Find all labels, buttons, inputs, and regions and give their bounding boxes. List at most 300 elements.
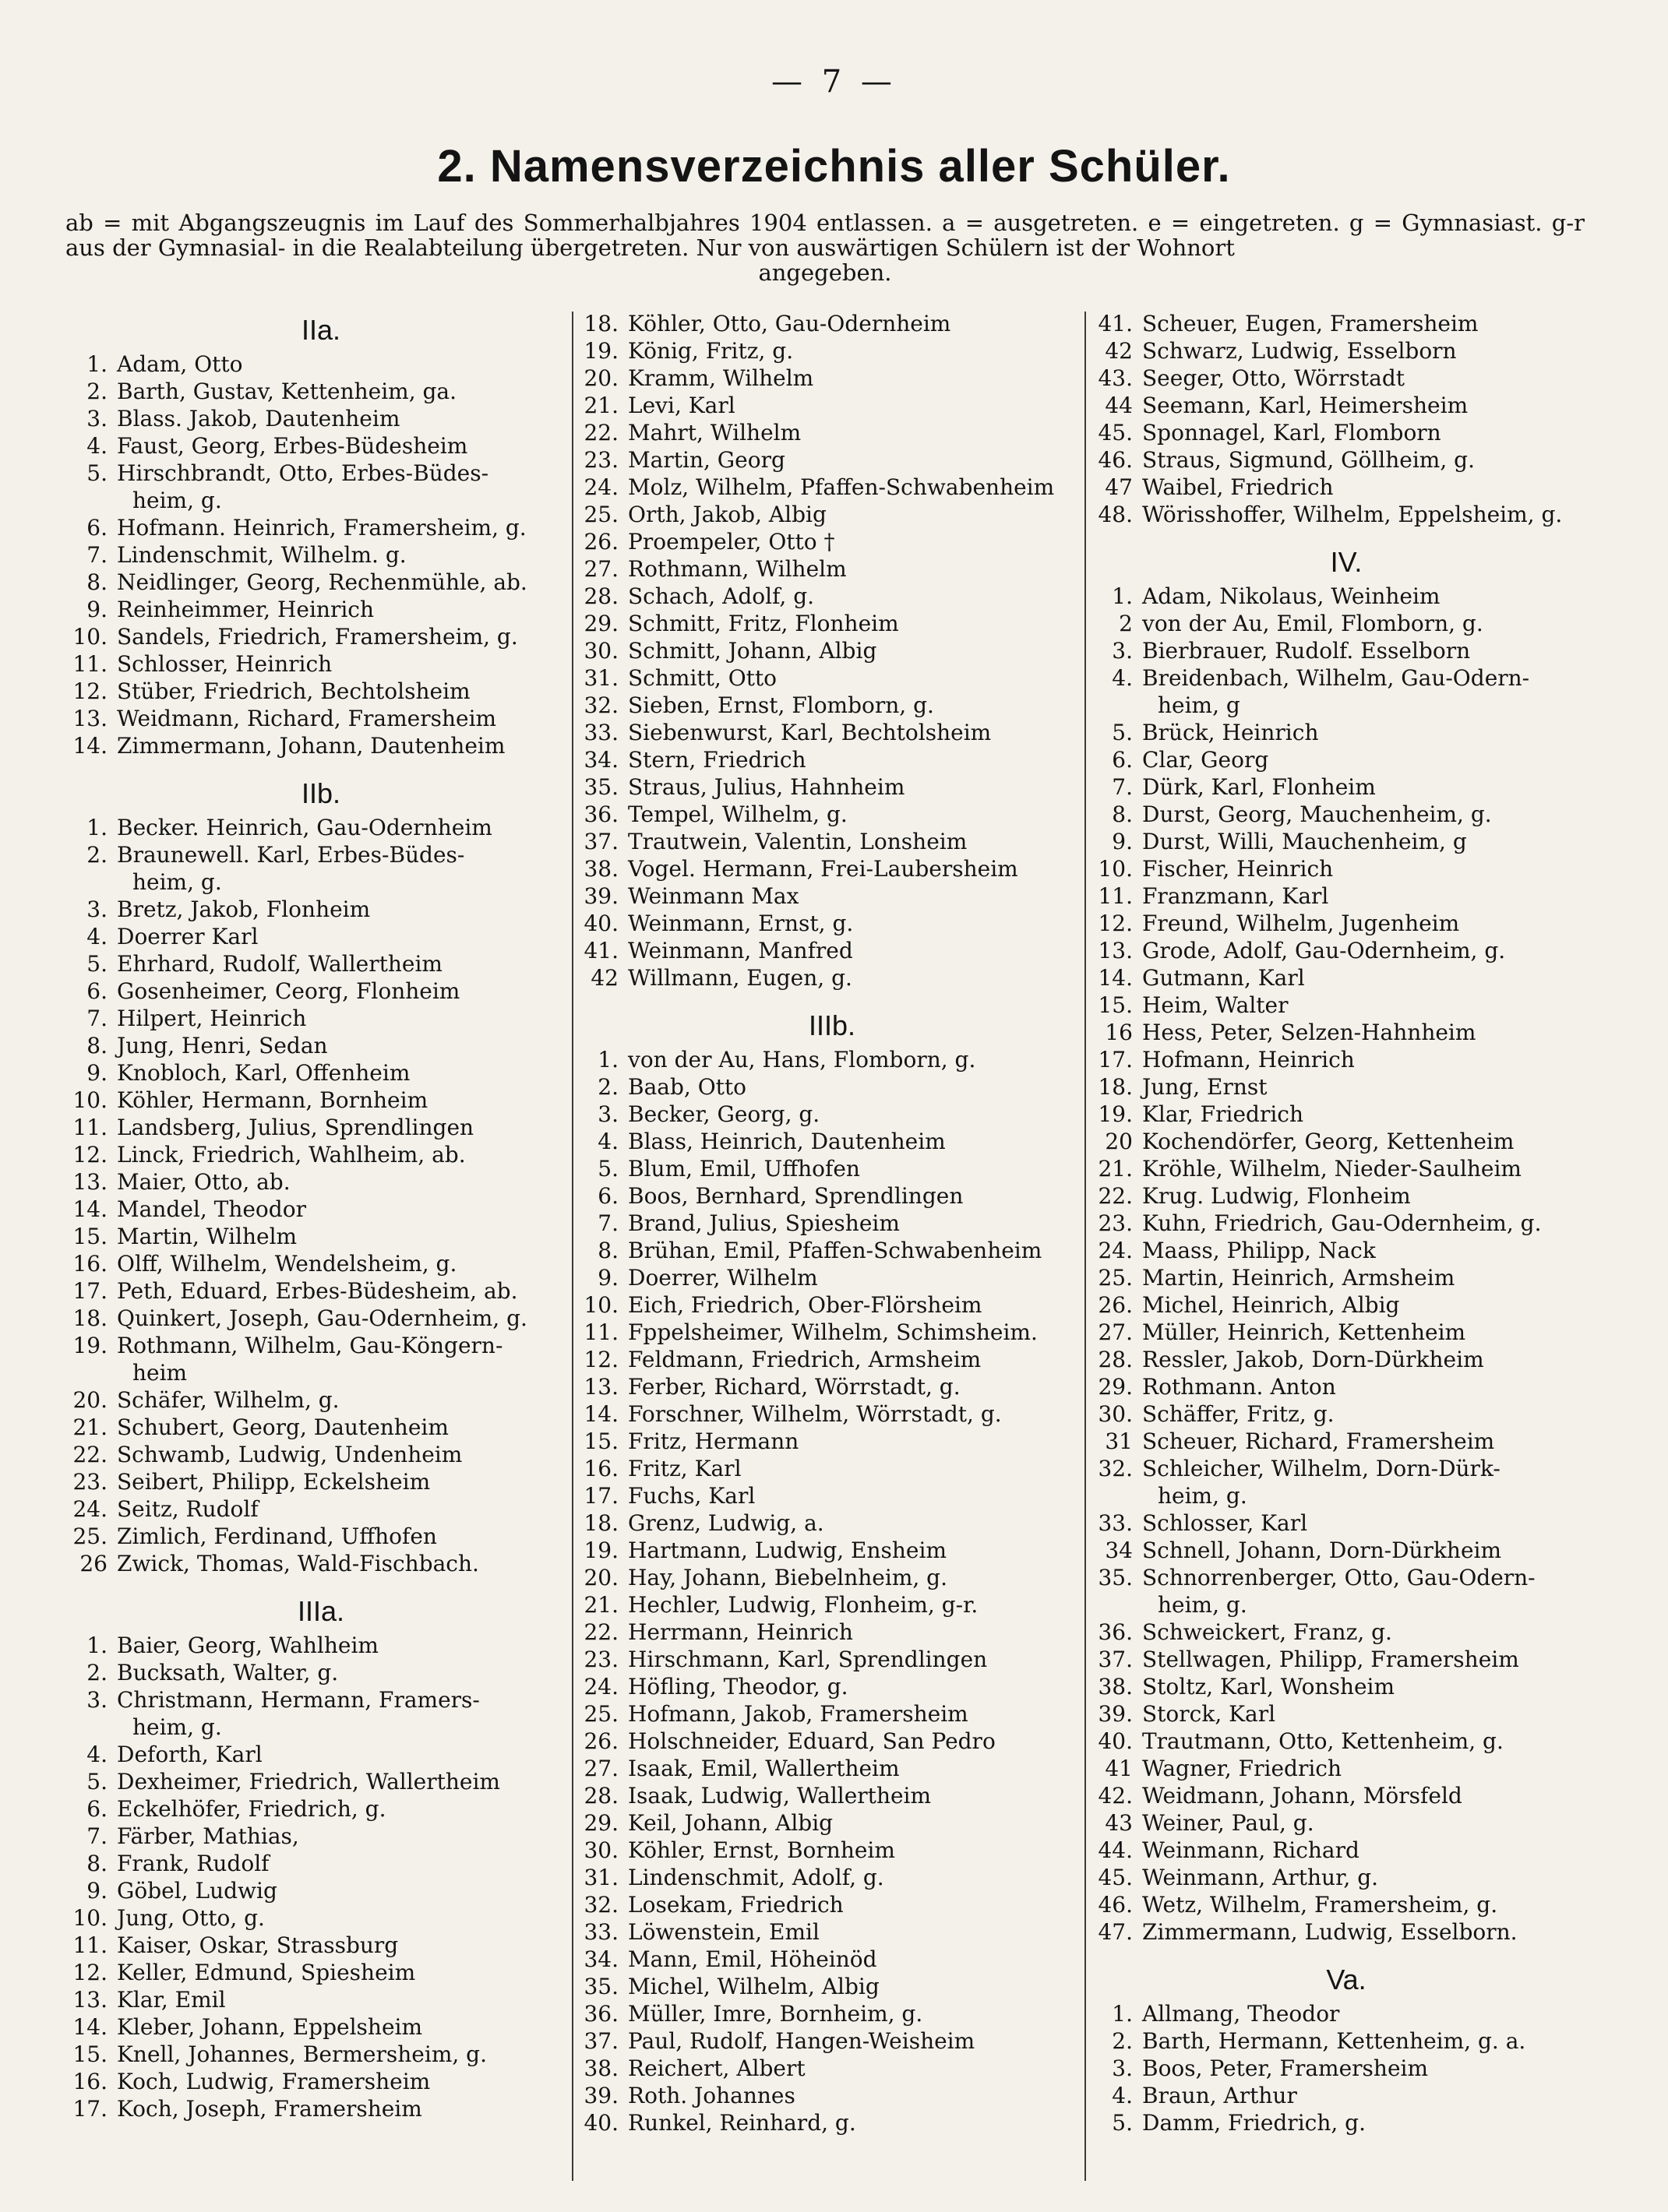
entry-number: 2. [1112, 2028, 1133, 2054]
student-entry [1097, 1755, 1596, 1782]
student-entry [1097, 2055, 1596, 2082]
entry-name: Fischer, Heinrich [1142, 856, 1334, 882]
student-entry [1097, 1918, 1596, 1946]
entry-name: Blum, Emil, Uffhofen [628, 1156, 860, 1182]
student-entry [1097, 1291, 1596, 1319]
student-entry [583, 801, 1081, 828]
entry-name: Frank, Rudolf [117, 1851, 270, 1876]
entry-name: Seitz, Rudolf [117, 1496, 259, 1522]
student-entry [72, 1141, 570, 1168]
entry-name: Michel, Heinrich, Albig [1142, 1292, 1400, 1318]
entry-number: 20. [72, 1387, 108, 1413]
student-entry [72, 678, 570, 705]
student-entry [1097, 828, 1596, 855]
entry-name: Isaak, Emil, Wallertheim [628, 1756, 900, 1781]
student-entry [1097, 2082, 1596, 2109]
student-entry [72, 2095, 570, 2122]
student-entry [583, 882, 1081, 910]
legend-last-line: angegeben. [758, 259, 892, 286]
student-entry [583, 474, 1081, 501]
student-entry [1097, 610, 1596, 637]
entry-name: Sieben, Ernst, Flomborn, g. [628, 692, 934, 718]
entry-name: Sponnagel, Karl, Flomborn [1142, 420, 1441, 446]
entry-number: 21. [584, 393, 619, 418]
entry-name: Weinmann, Arthur, g. [1142, 1865, 1379, 1890]
entry-number: 1. [598, 1047, 619, 1073]
entry-number: 48. [1098, 502, 1133, 527]
entry-number: 9. [86, 1878, 108, 1904]
entry-number: 24. [72, 1496, 108, 1522]
entry-name: Straus, Julius, Hahnheim [628, 774, 905, 800]
entry-name: Koch, Ludwig, Framersheim [117, 2069, 431, 2094]
entry-name: Zimlich, Ferdinand, Uffhofen [117, 1523, 437, 1549]
entry-number: 22. [584, 1619, 619, 1645]
entry-number: 18. [72, 1305, 108, 1331]
entry-number: 3. [598, 1101, 619, 1127]
entry-number: 34. [584, 747, 619, 773]
entry-number: 14. [72, 1196, 108, 1222]
entry-number: 6. [86, 1796, 108, 1822]
entry-name: Isaak, Ludwig, Wallertheim [628, 1783, 932, 1809]
entry-number: 30. [584, 1837, 619, 1863]
entry-number: 21. [1098, 1156, 1133, 1182]
student-entry [72, 868, 570, 896]
student-entry [1097, 1837, 1596, 1864]
entry-number: 17. [584, 1483, 619, 1509]
entry-name: Baab, Otto [628, 1074, 747, 1100]
entry-number: 38. [1098, 1674, 1133, 1700]
entry-number: 24. [584, 474, 619, 500]
entry-name: Jung, Henri, Sedan [117, 1033, 328, 1058]
class-section [1097, 542, 1596, 1946]
class-section [72, 1591, 570, 2122]
entry-number: 35. [1098, 1565, 1133, 1590]
entry-name: Wagner, Friedrich [1142, 1756, 1342, 1781]
entry-number: 16 [1105, 1020, 1133, 1045]
entry-name: Weinmann, Manfred [628, 938, 853, 963]
class-heading: IV. [1330, 546, 1363, 578]
student-entry [1097, 2109, 1596, 2136]
student-entry [1097, 1346, 1596, 1373]
entry-name: Hay, Johann, Biebelnheim, g. [628, 1565, 948, 1590]
entry-number: 11. [72, 1932, 108, 1958]
entry-number: 33. [1098, 1510, 1133, 1536]
entry-number: 7. [1112, 774, 1133, 800]
entry-name: Schwarz, Ludwig, Esselborn [1142, 338, 1457, 364]
entry-name: Clar, Georg [1142, 747, 1269, 773]
student-entry [1097, 2027, 1596, 2055]
legend [65, 210, 1585, 285]
page-number: — 7 — [771, 64, 897, 100]
student-entry [1097, 1455, 1596, 1482]
entry-name: Levi, Karl [628, 393, 735, 418]
entry-number: 14. [72, 2014, 108, 2040]
student-entry [1097, 446, 1596, 474]
student-entry [583, 1237, 1081, 1264]
entry-number: 4. [86, 433, 108, 459]
entry-name: Färber, Mathias, [117, 1823, 299, 1849]
student-entry [72, 2013, 570, 2041]
entry-name: Schnorrenberger, Otto, Gau-Odern- [1142, 1565, 1536, 1590]
student-entry [72, 514, 570, 541]
entry-name: Sandels, Friedrich, Framersheim, g. [117, 624, 518, 650]
entry-name: Doerrer, Wilhelm [628, 1265, 818, 1291]
entry-name: Heim, Walter [1142, 992, 1289, 1018]
student-entry [583, 1373, 1081, 1400]
student-entry [72, 1523, 570, 1550]
entry-name: Hofmann. Heinrich, Framersheim, g. [117, 515, 527, 541]
entry-number: 10. [72, 1087, 108, 1113]
entry-number: 27. [584, 556, 619, 582]
student-entry [583, 1809, 1081, 1837]
entry-number: 3. [1112, 2055, 1133, 2081]
entry-name: Mahrt, Wilhelm [628, 420, 802, 446]
entry-name: Weiner, Paul, g. [1142, 1810, 1314, 1836]
column-2 [583, 310, 1081, 2187]
entry-number: 12. [72, 1960, 108, 1985]
entry-number: 9. [86, 597, 108, 622]
entry-name: Müller, Imre, Bornheim, g. [628, 2001, 923, 2027]
entry-number: 25. [72, 1523, 108, 1549]
entry-number [72, 868, 117, 896]
entry-number: 5. [86, 1769, 108, 1795]
entry-name: Waibel, Friedrich [1142, 474, 1334, 500]
entry-name: Damm, Friedrich, g. [1142, 2110, 1366, 2136]
student-entry [72, 1332, 570, 1359]
student-entry [583, 1319, 1081, 1346]
student-entry [1097, 1319, 1596, 1346]
student-entry [583, 910, 1081, 937]
entry-number: 37. [584, 2028, 619, 2054]
entry-number: 8. [86, 1851, 108, 1876]
student-entry [1097, 1400, 1596, 1428]
entry-name: Mandel, Theodor [117, 1196, 306, 1222]
student-entry [583, 828, 1081, 855]
entry-number: 27. [584, 1756, 619, 1781]
student-entry [583, 937, 1081, 964]
student-entry [72, 1277, 570, 1305]
student-entry [72, 487, 570, 514]
student-entry [72, 1359, 570, 1386]
entry-name: Jung, Ernst [1142, 1074, 1268, 1100]
entry-number: 15. [1098, 992, 1133, 1018]
entry-number: 18. [584, 311, 619, 336]
entry-name: Fritz, Hermann [628, 1428, 799, 1454]
entry-number: 20. [584, 1565, 619, 1590]
student-entry [583, 419, 1081, 446]
entry-name: Scheuer, Eugen, Framersheim [1142, 311, 1479, 336]
entry-name: Bucksath, Walter, g. [117, 1660, 339, 1685]
student-entry [583, 664, 1081, 692]
student-entry [72, 1495, 570, 1523]
entry-number: 6. [1112, 747, 1133, 773]
entry-number: 23. [584, 1647, 619, 1672]
entry-number: 20. [584, 365, 619, 391]
entry-name: Gosenheimer, Ceorg, Flonheim [117, 978, 460, 1004]
entry-number: 9. [86, 1060, 108, 1086]
entry-name: Koch, Joseph, Framersheim [117, 2096, 422, 2122]
student-entry [1097, 419, 1596, 446]
student-entry [1097, 855, 1596, 882]
entry-name: Hechler, Ludwig, Flonheim, g-r. [628, 1592, 979, 1618]
student-entry [583, 1400, 1081, 1428]
entry-name: Siebenwurst, Karl, Bechtolsheim [628, 720, 992, 745]
entry-number: 16. [584, 1456, 619, 1481]
student-entry [583, 1700, 1081, 1728]
student-entry [72, 841, 570, 868]
entry-name: Seibert, Philipp, Eckelsheim [117, 1469, 431, 1495]
student-entry [583, 1455, 1081, 1482]
entry-name: Rothmann. Anton [1142, 1374, 1336, 1400]
entry-name: Hirschbrandt, Otto, Erbes-Büdes- [117, 460, 489, 486]
entry-name: Jung, Otto, g. [117, 1905, 265, 1931]
student-entry [583, 692, 1081, 719]
entry-number: 36. [584, 801, 619, 827]
entry-name: Reinheimmer, Heinrich [117, 597, 375, 622]
student-entry [583, 1128, 1081, 1155]
student-entry [72, 732, 570, 759]
entry-name: Schäffer, Fritz, g. [1142, 1401, 1335, 1427]
entry-number: 43 [1105, 1810, 1133, 1836]
entry-number: 18. [584, 1510, 619, 1536]
student-entry [583, 1891, 1081, 1918]
student-entry [1097, 1264, 1596, 1291]
entry-number: 8. [598, 1238, 619, 1263]
class-heading: Va. [1326, 1964, 1366, 1995]
entry-name: Weidmann, Johann, Mörsfeld [1142, 1783, 1462, 1809]
entry-name: Trautwein, Valentin, Lonsheim [628, 829, 968, 854]
entry-number: 40. [584, 2110, 619, 2136]
student-entry [583, 392, 1081, 419]
student-entry [583, 1264, 1081, 1291]
entry-number: 4. [1112, 2083, 1133, 2108]
entry-name: Molz, Wilhelm, Pfaffen-Schwabenheim [628, 474, 1055, 500]
entry-number: 6. [598, 1183, 619, 1209]
entry-name: Maier, Otto, ab. [117, 1169, 291, 1195]
entry-number: 45. [1098, 1865, 1133, 1890]
entry-number: 36. [584, 2001, 619, 2027]
entry-number: 13. [72, 1169, 108, 1195]
entry-name: Stoltz, Karl, Wonsheim [1142, 1674, 1395, 1700]
entry-number: 28. [584, 583, 619, 609]
entry-name: Köhler, Otto, Gau-Odernheim [628, 311, 951, 336]
entry-number: 13. [1098, 938, 1133, 963]
entry-name: Wörisshoffer, Wilhelm, Eppelsheim, g. [1142, 502, 1563, 527]
entry-number: 5. [1112, 2110, 1133, 2136]
entry-name: Ehrhard, Rudolf, Wallertheim [117, 951, 443, 977]
entry-name: Bretz, Jakob, Flonheim [117, 896, 371, 922]
entry-name: Weinmann Max [628, 883, 799, 909]
entry-name: Zimmermann, Johann, Dautenheim [117, 733, 506, 759]
entry-number: 6. [86, 978, 108, 1004]
entry-name: Seemann, Karl, Heimersheim [1142, 393, 1469, 418]
entry-number: 9. [1112, 829, 1133, 854]
student-entry [72, 1250, 570, 1277]
entry-name: Braunewell. Karl, Erbes-Büdes- [117, 842, 465, 868]
student-entry [72, 1550, 570, 1577]
student-entry [72, 1932, 570, 1959]
entry-number: 11. [72, 651, 108, 677]
entry-number: 42 [1105, 338, 1133, 364]
entry-name: heim [132, 1360, 188, 1386]
entry-name: Lindenschmit, Wilhelm. g. [117, 542, 407, 568]
entry-number: 21. [584, 1592, 619, 1618]
student-entry [1097, 392, 1596, 419]
entry-number: 27. [1098, 1319, 1133, 1345]
student-entry [1097, 337, 1596, 365]
student-entry [583, 1537, 1081, 1564]
student-entry [583, 1482, 1081, 1509]
entry-number: 31 [1105, 1428, 1133, 1454]
student-entry [1097, 1237, 1596, 1264]
entry-name: Kröhle, Wilhelm, Nieder-Saulheim [1142, 1156, 1522, 1182]
entry-name: Schleicher, Wilhelm, Dorn-Dürk- [1142, 1456, 1500, 1481]
entry-number: 39. [1098, 1701, 1133, 1727]
student-entry [72, 1877, 570, 1904]
entry-name: von der Au, Hans, Flomborn, g. [628, 1047, 976, 1073]
entry-number: 8. [86, 569, 108, 595]
entry-name: Zimmermann, Ludwig, Esselborn. [1142, 1919, 1518, 1945]
entry-number: 2. [598, 1074, 619, 1100]
student-entry [72, 1741, 570, 1768]
entry-name: Eckelhöfer, Friedrich, g. [117, 1796, 386, 1822]
entry-number: 21. [72, 1414, 108, 1440]
entry-number: 23. [584, 447, 619, 473]
entry-number: 35. [584, 1974, 619, 1999]
student-entry [72, 460, 570, 487]
entry-name: Willmann, Eugen, g. [628, 965, 852, 991]
student-entry [72, 350, 570, 378]
student-entry [1097, 474, 1596, 501]
entry-number: 28. [1098, 1347, 1133, 1372]
entry-number: 13. [72, 706, 108, 731]
student-entry [583, 1673, 1081, 1700]
entry-name: Grenz, Ludwig, a. [628, 1510, 824, 1536]
entry-number: 32. [584, 1892, 619, 1918]
column-divider [572, 312, 573, 2181]
entry-number: 45. [1098, 420, 1133, 446]
entry-number: 17. [1098, 1047, 1133, 1073]
student-entry [72, 1223, 570, 1250]
entry-name: Grode, Adolf, Gau-Odernheim, g. [1142, 938, 1506, 963]
entry-number: 29. [584, 611, 619, 636]
entry-number [72, 1359, 117, 1386]
entry-name: Knell, Johannes, Bermersheim, g. [117, 2041, 487, 2067]
student-entry [1097, 1509, 1596, 1537]
class-section [72, 310, 570, 759]
student-entry [1097, 365, 1596, 392]
entry-number: 12. [72, 678, 108, 704]
student-entry [1097, 1182, 1596, 1210]
entry-name: Roth. Johannes [628, 2083, 795, 2108]
entry-name: Krug. Ludwig, Flonheim [1142, 1183, 1411, 1209]
entry-name: Linck, Friedrich, Wahlheim, ab. [117, 1142, 466, 1168]
entry-number: 26 [79, 1551, 108, 1576]
entry-name: Stüber, Friedrich, Bechtolsheim [117, 678, 471, 704]
student-entry [583, 1646, 1081, 1673]
student-entry [1097, 1046, 1596, 1073]
entry-number: 19. [72, 1333, 108, 1358]
student-entry [72, 1795, 570, 1823]
student-entry [72, 705, 570, 732]
student-entry [1097, 664, 1596, 692]
student-entry [72, 896, 570, 923]
entry-number: 1. [86, 1633, 108, 1658]
entry-number: 31. [584, 665, 619, 691]
entry-name: heim, g. [1158, 1592, 1247, 1618]
entry-name: Paul, Rudolf, Hangen-Weisheim [628, 2028, 975, 2054]
class-section [1097, 1960, 1596, 2136]
entry-number: 42 [591, 965, 619, 991]
entry-number: 46. [1098, 447, 1133, 473]
entry-number: 10. [72, 1905, 108, 1931]
entry-number: 23. [72, 1469, 108, 1495]
entry-number: 11. [72, 1115, 108, 1140]
entry-name: Ressler, Jakob, Dorn-Dürkheim [1142, 1347, 1484, 1372]
entry-name: Barth, Gustav, Kettenheim, ga. [117, 379, 457, 404]
entry-name: Martin, Heinrich, Armsheim [1142, 1265, 1455, 1291]
student-entry [1097, 937, 1596, 964]
student-entry [72, 1768, 570, 1795]
student-entry [72, 1305, 570, 1332]
student-entry [583, 1291, 1081, 1319]
student-entry [583, 337, 1081, 365]
student-entry [583, 746, 1081, 773]
student-entry [1097, 1019, 1596, 1046]
entry-name: Hess, Peter, Selzen-Hahnheim [1142, 1020, 1476, 1045]
entry-number: 39. [584, 2083, 619, 2108]
student-entry [72, 1005, 570, 1032]
student-entry [72, 596, 570, 623]
entry-name: König, Fritz, g. [628, 338, 794, 364]
entry-name: Forschner, Wilhelm, Wörrstadt, g. [628, 1401, 1002, 1427]
student-entry [583, 365, 1081, 392]
student-entry [72, 1196, 570, 1223]
student-entry [72, 1441, 570, 1468]
entry-number: 9. [598, 1265, 619, 1291]
entry-number: 15. [72, 1224, 108, 1249]
student-entry [583, 1918, 1081, 1946]
student-entry [72, 1904, 570, 1932]
entry-number: 14. [584, 1401, 619, 1427]
student-entry [72, 1850, 570, 1877]
entry-number: 15. [584, 1428, 619, 1454]
entry-name: Dexheimer, Friedrich, Wallertheim [117, 1769, 500, 1795]
entry-number: 40. [584, 911, 619, 936]
entry-name: Köhler, Ernst, Bornheim [628, 1837, 895, 1863]
student-entry [583, 1101, 1081, 1128]
entry-number: 25. [584, 1701, 619, 1727]
entry-number: 25. [1098, 1265, 1133, 1291]
entry-name: Becker. Heinrich, Gau-Odernheim [117, 815, 492, 840]
entry-name: Vogel. Hermann, Frei-Laubersheim [628, 856, 1018, 882]
student-entry [1097, 1809, 1596, 1837]
student-entry [1097, 910, 1596, 937]
entry-number: 33. [584, 1919, 619, 1945]
student-entry [72, 1386, 570, 1414]
entry-name: Blass. Jakob, Dautenheim [117, 406, 400, 431]
student-entry [72, 950, 570, 977]
entry-name: Brück, Heinrich [1142, 720, 1319, 745]
student-entry [1097, 1073, 1596, 1101]
entry-name: Blass, Heinrich, Dautenheim [628, 1129, 946, 1154]
student-entry [72, 1414, 570, 1441]
student-entry [72, 977, 570, 1005]
entry-name: Bierbrauer, Rudolf. Esselborn [1142, 638, 1471, 664]
entry-name: Fritz, Karl [628, 1456, 742, 1481]
student-entry [583, 1755, 1081, 1782]
entry-name: Orth, Jakob, Albig [628, 502, 827, 527]
